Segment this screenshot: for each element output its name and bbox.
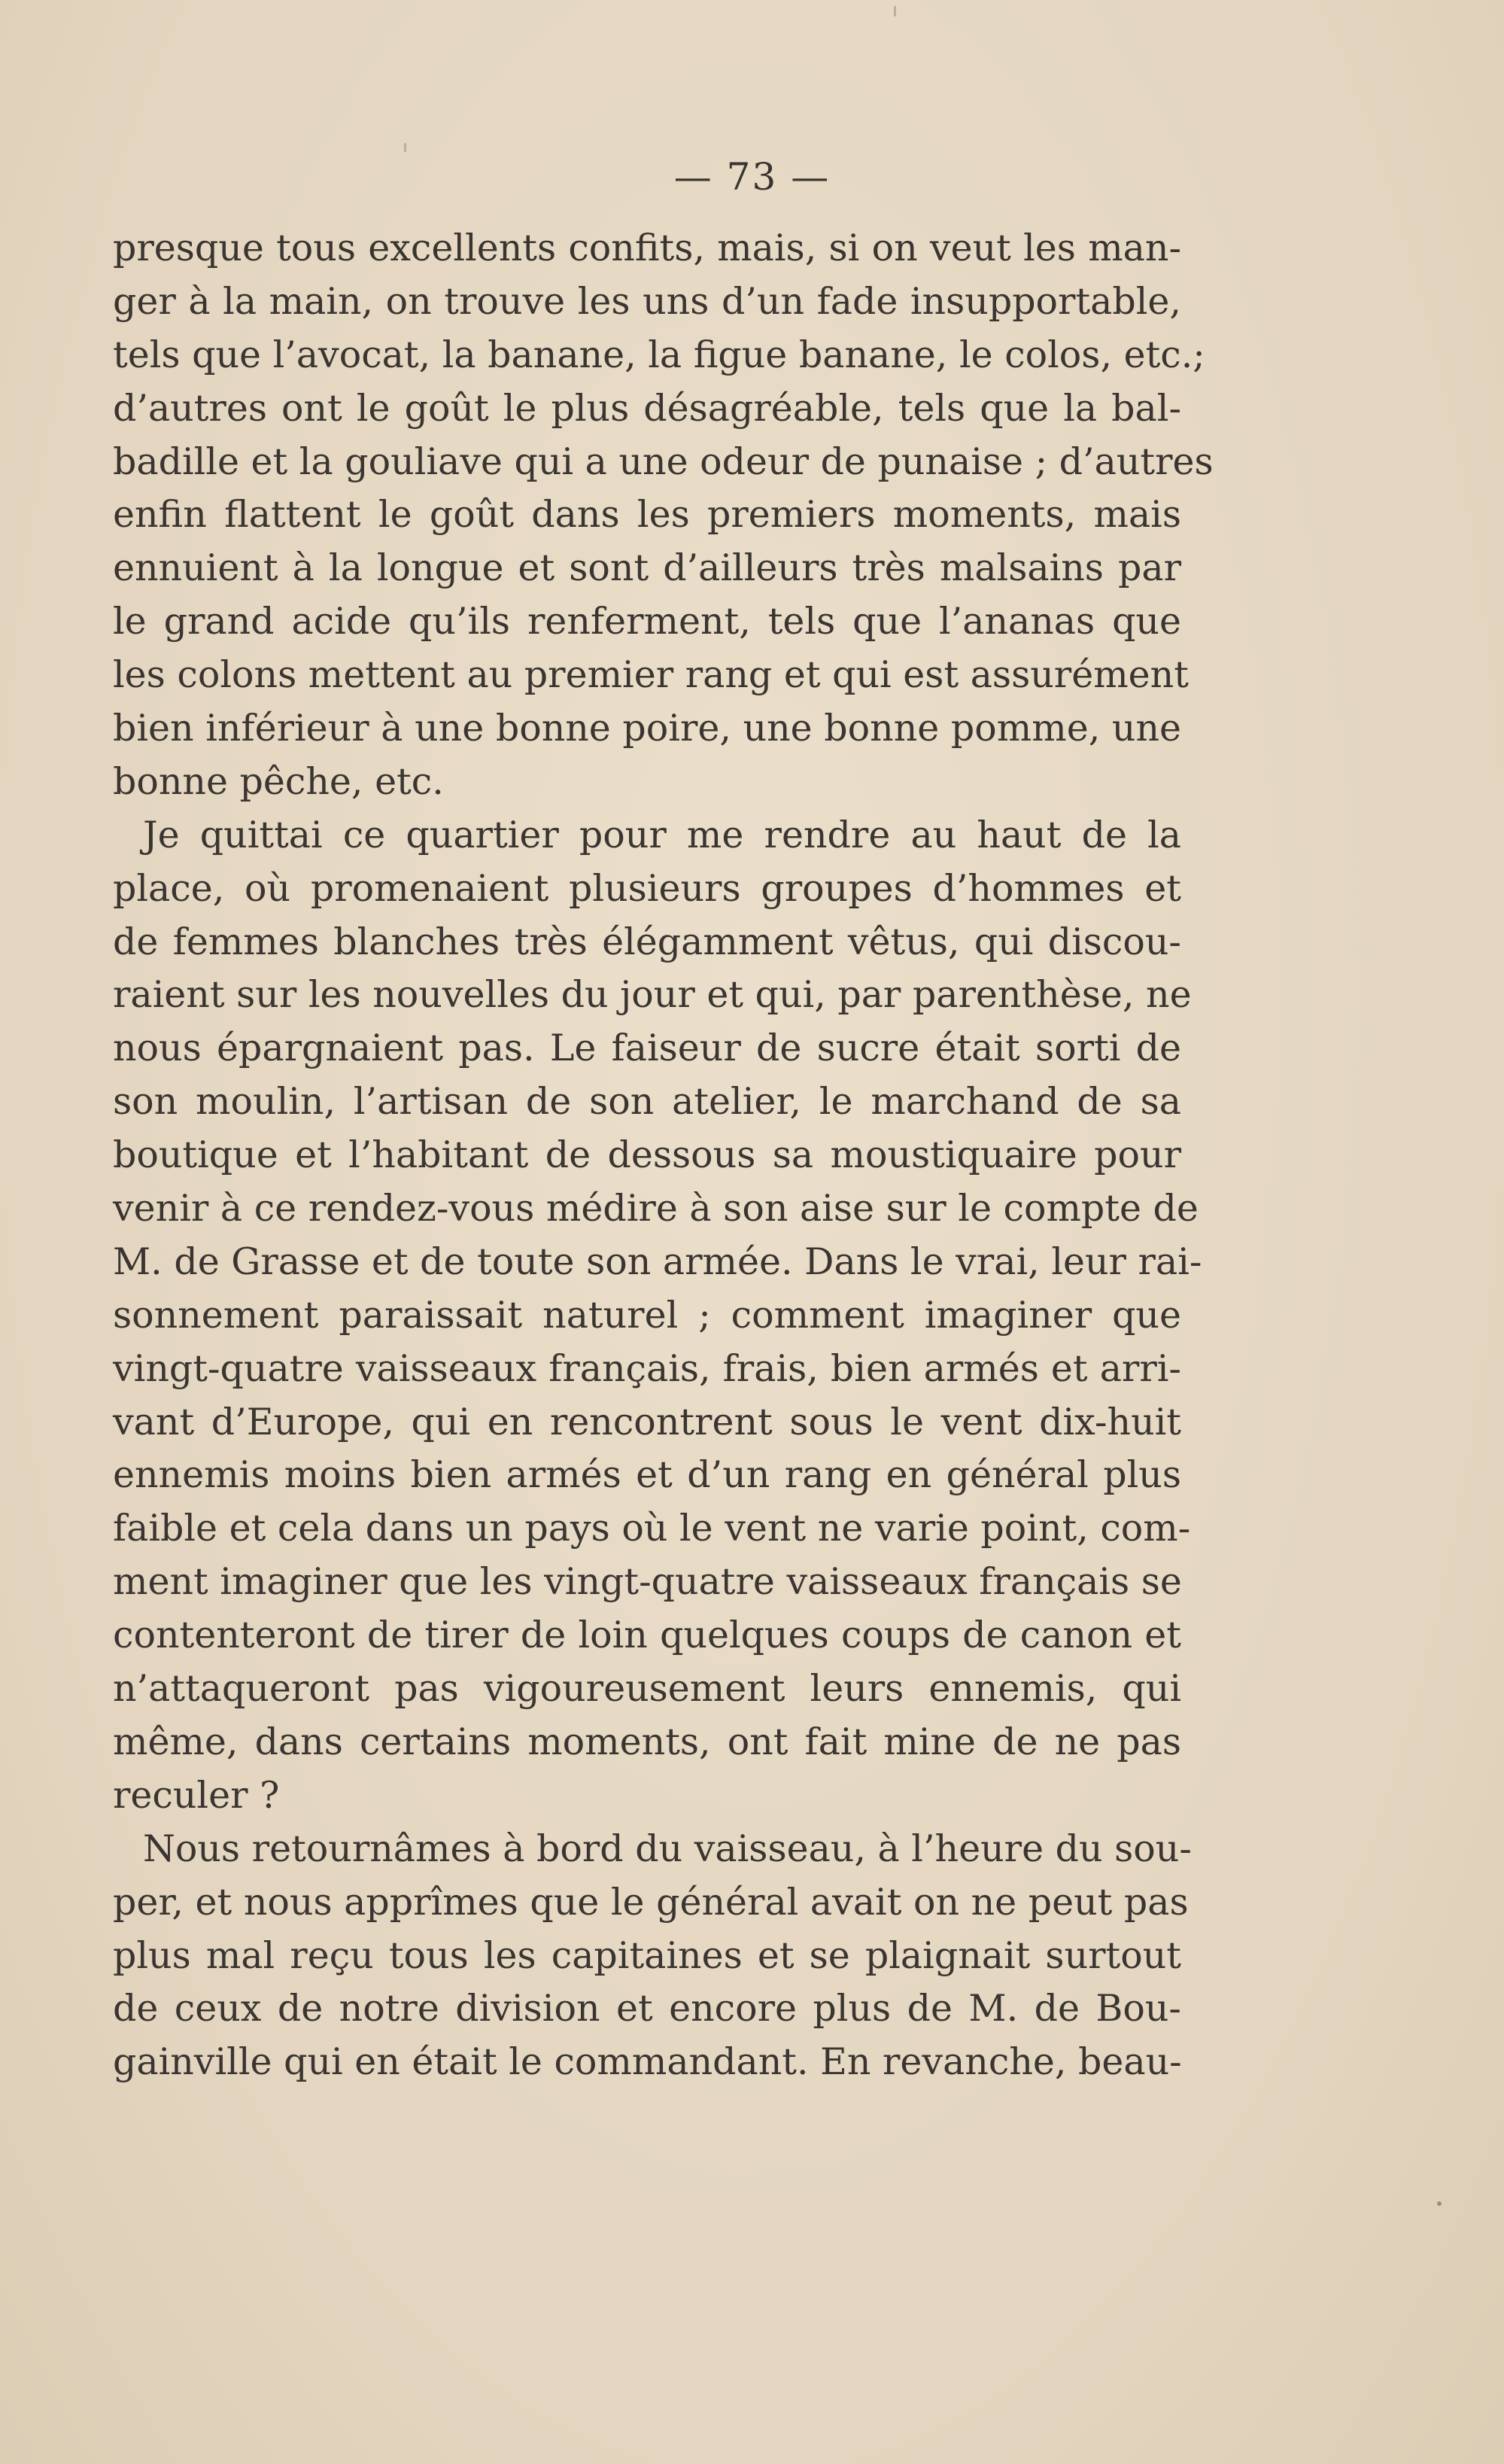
text-line: tels que l’avocat, la banane, la figue banane, le colos, etc.; — [113, 333, 1205, 376]
text-line: son moulin, l’artisan de son atelier, le marchand de sa — [113, 1080, 1181, 1124]
text-line: per, et nous apprîmes que le général avait on ne peut pas — [113, 1880, 1189, 1924]
text-line: badille et la gouliave qui a une odeur de punaise ; d’autres — [113, 440, 1214, 483]
paragraph-start-line: Nous retournâmes à bord du vaisseau, à l’heure du sou- — [143, 1827, 1192, 1870]
text-line: place, où promenaient plusieurs groupes d’hommes et — [113, 866, 1181, 910]
text-line: plus mal reçu tous les capitaines et se plaignait surtout — [113, 1933, 1181, 1977]
text-line: contenteront de tirer de loin quelques coups de canon et — [113, 1614, 1181, 1657]
body-text — [113, 222, 1214, 2089]
text-line: bien inférieur à une bonne poire, une bonne pomme, une — [113, 707, 1181, 750]
page-number: — 73 — — [673, 155, 831, 199]
text-line: raient sur les nouvelles du jour et qui, par parenthèse, ne — [113, 973, 1192, 1017]
text-line: n’attaqueront pas vigoureusement leurs ennemis, qui — [113, 1667, 1181, 1711]
text-line: vant d’Europe, qui en rencontrent sous le vent dix-huit — [113, 1400, 1181, 1443]
text-line: faible et cela dans un pays où le vent ne varie point, com- — [113, 1507, 1191, 1550]
text-line: M. de Grasse et de toute son armée. Dans le vrai, leur rai- — [113, 1240, 1202, 1283]
text-line: boutique et l’habitant de dessous sa moustiquaire pour — [113, 1133, 1181, 1177]
text-line: venir à ce rendez-vous médire à son aise sur le compte de — [113, 1187, 1199, 1230]
text-line: gainville qui en était le commandant. En revanche, beau- — [113, 2040, 1182, 2084]
text-line: de ceux de notre division et encore plus de M. de Bou- — [113, 1987, 1181, 2031]
text-line: les colons mettent au premier rang et qui est assurément — [113, 653, 1189, 697]
text-line: même, dans certains moments, ont fait mine de ne pas — [113, 1720, 1181, 1763]
paragraph-end-line: reculer ? — [113, 1773, 280, 1817]
paper-speck — [404, 143, 406, 152]
text-line: nous épargnaient pas. Le faiseur de sucre était sorti de — [113, 1027, 1181, 1070]
paper-speck — [1437, 2201, 1442, 2206]
text-line: ennuient à la longue et sont d’ailleurs très malsains par — [113, 546, 1181, 590]
text-line: ennemis moins bien armés et d’un rang en général plus — [113, 1453, 1181, 1497]
text-line: sonnement paraissait naturel ; comment imaginer que — [113, 1293, 1181, 1337]
text-line: de femmes blanches très élégamment vêtus, qui discou- — [113, 920, 1181, 963]
paragraph-end-line: bonne pêche, etc. — [113, 759, 444, 803]
paragraph-start-line: Je quittai ce quartier pour me rendre au haut de la — [143, 813, 1181, 856]
text-line: le grand acide qu’ils renferment, tels que l’ananas que — [113, 600, 1181, 643]
text-line: vingt-quatre vaisseaux français, frais, bien armés et arri- — [113, 1346, 1181, 1390]
text-line: d’autres ont le goût le plus désagréable, tels que la bal- — [113, 386, 1181, 430]
text-line: presque tous excellents confits, mais, si on veut les man- — [113, 227, 1181, 269]
text-line: ment imaginer que les vingt-quatre vaisseaux français se — [113, 1560, 1182, 1604]
text-line: enfin flattent le goût dans les premiers moments, mais — [113, 493, 1181, 537]
text-line: ger à la main, on trouve les uns d’un fade insupportable, — [113, 279, 1181, 323]
paper-speck — [894, 6, 896, 17]
